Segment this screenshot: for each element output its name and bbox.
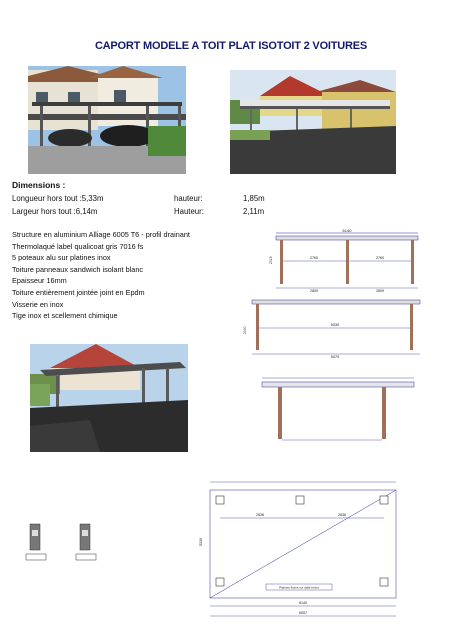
side-elevation-drawing — [240, 294, 434, 360]
length-label: Longueur hors tout :5,33m — [12, 194, 104, 203]
plan-dim: 2836 — [256, 513, 264, 517]
dim-bottom: 2809 — [310, 289, 318, 293]
post-detail-drawing — [70, 520, 110, 564]
spec-list — [12, 229, 190, 322]
height-label: Hauteur: — [174, 207, 204, 216]
spec-item: 5 poteaux alu sur platines inox — [12, 253, 111, 263]
spec-item: Toiture panneaux sandwich isolant blanc — [12, 264, 144, 274]
spec-item: Structure en aluminium Alliage 6005 T6 - profil drainant — [12, 230, 190, 239]
post-detail-drawing — [20, 520, 60, 564]
carport-front-photo — [28, 66, 186, 174]
dimension-row — [12, 194, 103, 203]
dim-top: 6140 — [342, 228, 352, 233]
dimensions-heading: Dimensions : — [12, 180, 66, 190]
plan-dim-left: 5330 — [199, 538, 203, 546]
dim-height: 2000 — [243, 326, 247, 334]
spec-item: Tige inox et scellement chimique — [12, 311, 118, 321]
height-value: 1,85m — [243, 194, 265, 203]
dim-bottom: 5470 — [330, 355, 340, 359]
end-elevation-drawing — [252, 374, 426, 450]
plan-dim-bottom: 6057 — [299, 611, 307, 615]
dim-span: 5330 — [330, 323, 340, 327]
dim-bay: 2760 — [376, 256, 384, 260]
plan-note: Platines fixées sur dalle béton — [279, 585, 319, 590]
width-label: Largeur hors tout :6,14m — [12, 207, 98, 216]
front-elevation-drawing — [268, 228, 434, 294]
spec-item: Toiture entièrement jointée joint en Epdm — [12, 287, 145, 297]
height-value: 2,11m — [243, 207, 265, 216]
spec-item: Epaisseur 16mm — [12, 276, 67, 286]
dim-height: 2015 — [269, 256, 273, 264]
height-label: hauteur: — [174, 194, 203, 203]
carport-angle-photo — [30, 344, 188, 452]
plan-view-drawing — [192, 474, 414, 622]
plan-dim: 2836 — [338, 513, 346, 517]
spec-item: Thermolaqué label qualicoat gris 7016 fs — [12, 241, 144, 251]
plan-dim-bottom: 6140 — [299, 601, 307, 605]
page-title: CAPORT MODELE A TOIT PLAT ISOTOIT 2 VOITURES — [94, 40, 368, 52]
dim-bottom: 2809 — [376, 289, 384, 293]
carport-side-photo — [230, 70, 396, 174]
dimension-row — [12, 207, 97, 216]
dim-bay: 2760 — [310, 256, 318, 260]
spec-item: Visserie en inox — [12, 299, 64, 309]
